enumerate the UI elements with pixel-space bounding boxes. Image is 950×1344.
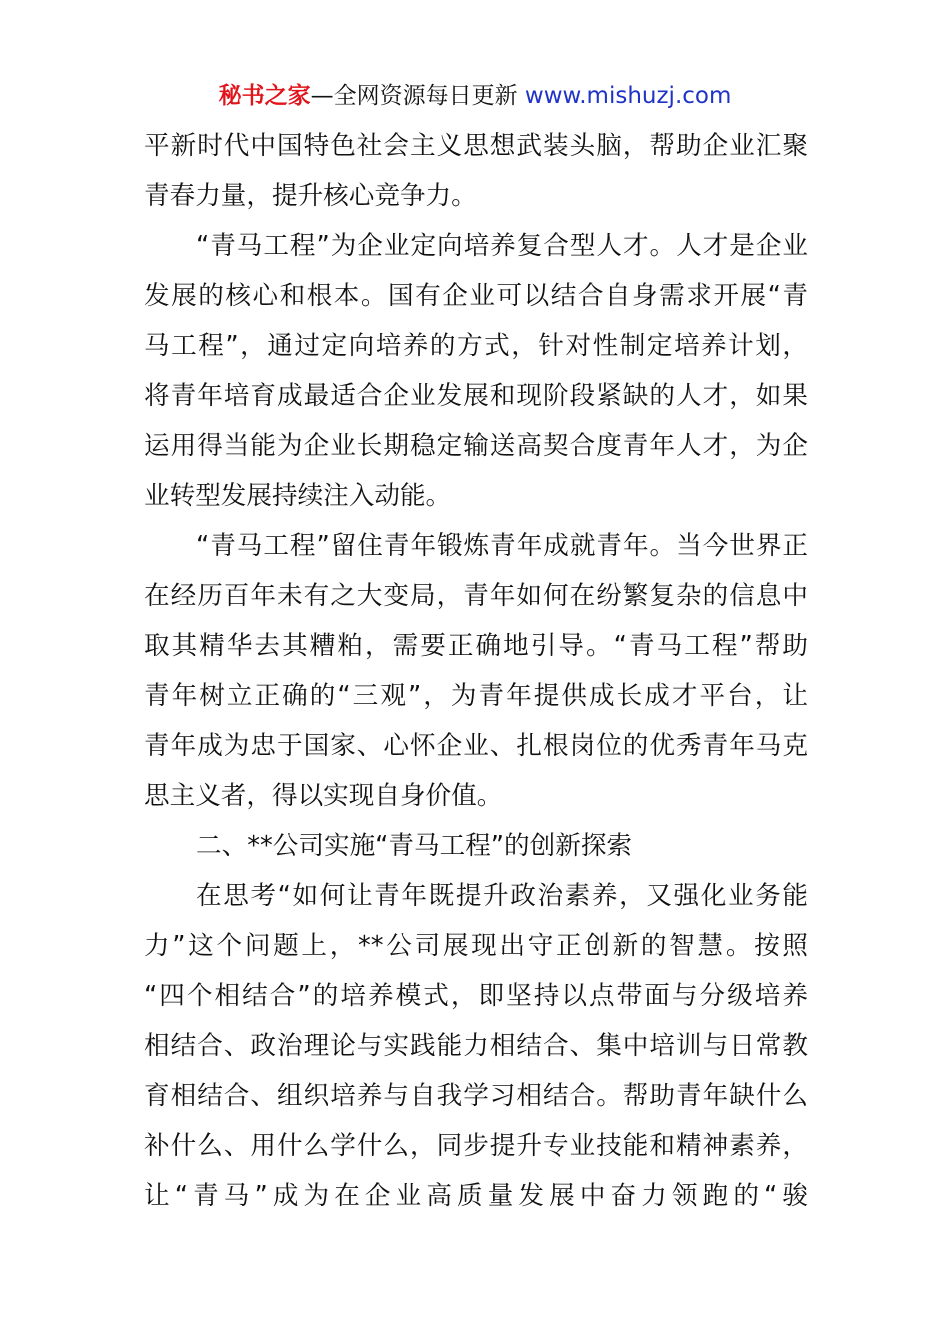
paragraph-start-line: “青马工程”为企业定向培养复合型人才。人才是企业: [196, 231, 808, 261]
text-line: “四个相结合”的培养模式，即坚持以点带面与分级培养: [144, 981, 808, 1011]
document-body: [144, 121, 808, 1221]
text-line: 青年成为忠于国家、心怀企业、扎根岗位的优秀青年马克: [144, 731, 808, 761]
text-line: 运用得当能为企业长期稳定输送高契合度青年人才，为企: [144, 431, 808, 461]
text-line: 思主义者，得以实现自身价值。: [144, 781, 503, 811]
section-heading: 二、**公司实施“青马工程”的创新探索: [196, 831, 633, 861]
site-tagline: —全网资源每日更新: [310, 83, 525, 109]
text-line: 让“青马”成为在企业高质量发展中奋力领跑的“骏: [144, 1181, 808, 1211]
site-url-link[interactable]: www.mishuzj.com: [524, 83, 732, 109]
text-line: 业转型发展持续注入动能。: [144, 481, 452, 511]
paragraph-start-line: 在思考“如何让青年既提升政治素养，又强化业务能: [196, 881, 808, 911]
text-line: 取其精华去其糟粕，需要正确地引导。“青马工程”帮助: [144, 631, 808, 661]
text-line: 力”这个问题上，**公司展现出守正创新的智慧。按照: [144, 931, 808, 961]
text-line: 平新时代中国特色社会主义思想武装头脑，帮助企业汇聚: [144, 131, 808, 161]
text-line: 青春力量，提升核心竞争力。: [144, 181, 477, 211]
text-line: 在经历百年未有之大变局，青年如何在纷繁复杂的信息中: [144, 581, 808, 611]
text-line: 青年树立正确的“三观”，为青年提供成长成才平台，让: [144, 681, 808, 711]
text-line: 马工程”，通过定向培养的方式，针对性制定培养计划，: [144, 331, 808, 361]
text-line: 相结合、政治理论与实践能力相结合、集中培训与日常教: [144, 1031, 808, 1061]
text-line: 发展的核心和根本。国有企业可以结合自身需求开展“青: [144, 281, 808, 311]
text-line: 补什么、用什么学什么，同步提升专业技能和精神素养，: [144, 1131, 808, 1161]
site-header: [0, 80, 950, 112]
paragraph-start-line: “青马工程”留住青年锻炼青年成就青年。当今世界正: [196, 531, 808, 561]
site-brand: 秘书之家: [218, 83, 311, 109]
text-line: 育相结合、组织培养与自我学习相结合。帮助青年缺什么: [144, 1081, 808, 1111]
text-line: 将青年培育成最适合企业发展和现阶段紧缺的人才，如果: [144, 381, 808, 411]
